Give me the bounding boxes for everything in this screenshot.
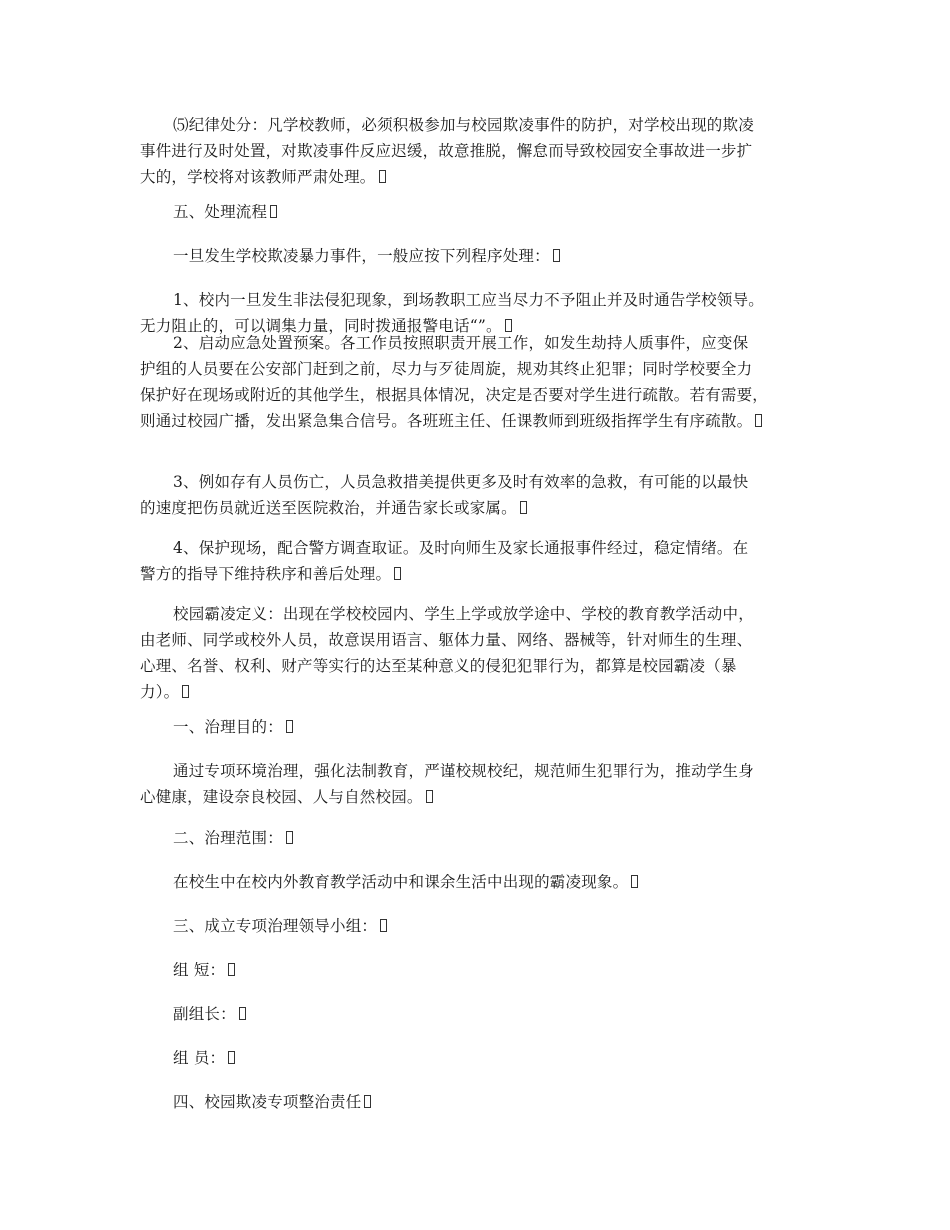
paragraph-text: 一、治理目的： [173,718,283,736]
paragraph-line [140,469,820,495]
paragraph-line [140,714,820,740]
paragraph-end-mark-icon [755,414,762,427]
paragraph-text: 3、例如存有人员伤亡，人员急救措美提供更多及时有效率的急救，有可能的以最快 [173,473,749,491]
paragraph-end-mark-icon [631,875,638,888]
paragraph-end-mark-icon [553,249,560,262]
paragraph-end-mark-icon [379,170,386,183]
paragraph-text: 五、处理流程 [173,203,268,221]
paragraph [140,469,820,521]
paragraph-line [140,627,820,653]
paragraph-line [140,495,820,521]
paragraph-text: 力）。 [140,683,180,701]
paragraph-line [140,287,820,313]
paragraph-line [140,653,820,679]
paragraph-end-mark-icon [239,1007,246,1020]
paragraph-text: 在校生中在校内外教育教学活动中和课余生活中出现的霸凌现象。 [173,873,629,891]
paragraph-line [140,138,820,164]
paragraph [140,330,820,434]
paragraph-line [140,382,820,408]
paragraph-text: 四、校园欺凌专项整治责任 [173,1093,362,1111]
paragraph-text: 一旦发生学校欺凌暴力事件，一般应按下列程序处理： [173,247,550,265]
paragraph-text: 校园霸凌定义：出现在学校校园内、学生上学或放学途中、学校的教育教学活动中， [173,605,754,623]
paragraph-text: 三、成立专项治理领导小组： [173,917,378,935]
paragraph-line [140,330,820,356]
paragraph-line [140,784,820,810]
paragraph-text: 保护好在现场或附近的其他学生，根据具体情况，决定是否要对学生进行疏散。若有需要， [140,386,769,404]
paragraph-text: ⑸纪律处分：凡学校教师，必须积极参加与校园欺凌事件的防护，对学校出现的欺凌 [173,116,754,134]
paragraph [140,758,820,810]
paragraph-line [140,164,820,190]
paragraph-text: 事件进行及时处置，对欺凌事件反应迟缓，故意推脱，懈怠而导致校园安全事故进一步扩 [140,142,753,160]
paragraph-end-mark-icon [394,567,401,580]
paragraph-text: 4、保护现场，配合警方调查取证。及时向师生及家长通报事件经过，稳定情绪。在 [173,539,749,557]
paragraph [140,1089,820,1115]
paragraph-line [140,601,820,627]
paragraph-text: 无力阻止的，可以调集力量，同时拨通报警电话“”。 [140,317,502,335]
paragraph-line [140,913,820,939]
paragraph-end-mark-icon [380,919,387,932]
paragraph-end-mark-icon [286,831,293,844]
paragraph [140,957,820,983]
paragraph-line [140,243,820,269]
paragraph-line [140,758,820,784]
paragraph-line [140,1089,820,1115]
paragraph-text: 心健康，建设奈良校园、人与自然校园。 [140,788,423,806]
paragraph [140,714,820,740]
paragraph-text: 护组的人员要在公安部门赶到之前，尽力与歹徒周旋，规劝其终止犯罪；同时学校要全力 [140,360,753,378]
paragraph-line [140,1001,820,1027]
paragraph-text: 1、校内一旦发生非法侵犯现象，到场教职工应当尽力不予阻止并及时通告学校领导。 [173,291,764,309]
paragraph-line [140,199,820,225]
paragraph-end-mark-icon [182,685,189,698]
paragraph-text: 组 员： [173,1049,226,1067]
paragraph [140,869,820,895]
paragraph-text: 组 短： [173,961,226,979]
paragraph-end-mark-icon [426,790,433,803]
paragraph [140,913,820,939]
paragraph-text: 2、启动应急处置预案。各工作员按照职责开展工作，如发生劫持人质事件，应变保 [173,334,749,352]
paragraph-line [140,408,820,434]
paragraph-text: 则通过校园广播，发出紧急集合信号。各班班主任、任课教师到班级指挥学生有序疏散。 [140,412,753,430]
paragraph-end-mark-icon [228,963,235,976]
paragraph [140,1045,820,1071]
paragraph-end-mark-icon [270,205,277,218]
paragraph-line [140,356,820,382]
paragraph-text: 警方的指导下维持秩序和善后处理。 [140,565,392,583]
paragraph [140,112,820,190]
paragraph-line [140,1045,820,1071]
paragraph-line [140,869,820,895]
paragraph-text: 副组长： [173,1005,236,1023]
paragraph-text: 由老师、同学或校外人员，故意误用语言、躯体力量、网络、器械等，针对师生的生理、 [140,631,753,649]
paragraph-end-mark-icon [286,720,293,733]
paragraph-text: 大的，学校将对该教师严肃处理。 [140,168,376,186]
paragraph-line [140,679,820,705]
paragraph [140,1001,820,1027]
paragraph-end-mark-icon [228,1051,235,1064]
paragraph-end-mark-icon [364,1095,371,1108]
paragraph-text: 二、治理范围： [173,829,283,847]
paragraph-line [140,535,820,561]
paragraph [140,825,820,851]
paragraph-line [140,112,820,138]
paragraph [140,601,820,705]
paragraph [140,535,820,587]
paragraph-end-mark-icon [520,501,527,514]
paragraph-text: 心理、名誉、权利、财产等实行的达至某种意义的侵犯犯罪行为，都算是校园霸凌（暴 [140,657,737,675]
paragraph [140,199,820,225]
paragraph-text: 的速度把伤员就近送至医院救治，并通告家长或家属。 [140,499,517,517]
paragraph [140,243,820,269]
paragraph-line [140,825,820,851]
paragraph-line [140,561,820,587]
paragraph-text: 通过专项环境治理，强化法制教育，严谨校规校纪，规范师生犯罪行为，推动学生身 [173,762,754,780]
paragraph-line [140,957,820,983]
